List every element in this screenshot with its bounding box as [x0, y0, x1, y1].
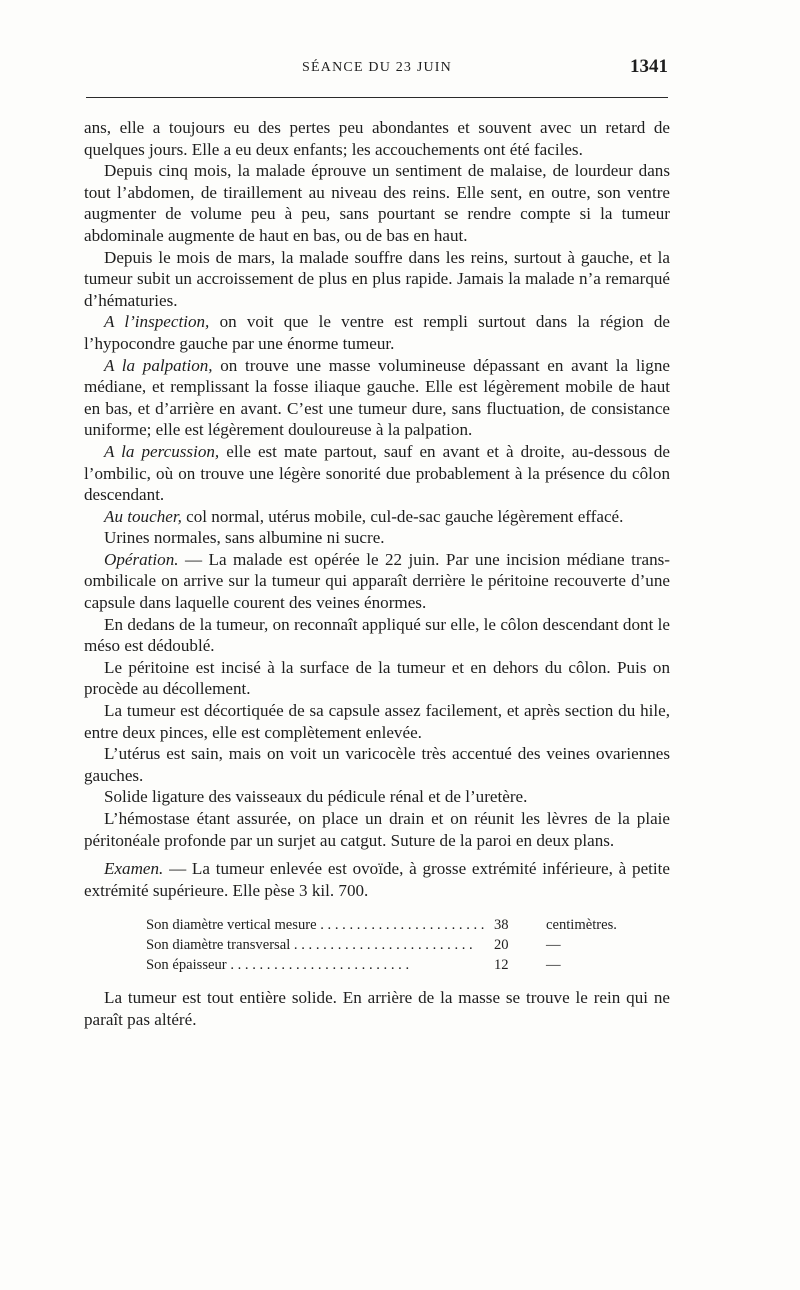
- paragraph: A la palpation, on trouve une masse volumineuse dépassant en avant la ligne médiane, et remplissant la fosse iliaque gauche. Elle est légèrement mobile de haut en bas, et d’arrière en avant. C’est une tumeur dure, sans fluctuation, de consistance uniforme; elle est légèrement douloureuse à la palpation.: [84, 355, 670, 440]
- body-text: [84, 117, 670, 1031]
- header-rule: [86, 97, 668, 98]
- running-head: SÉANCE DU 23 JUIN: [302, 60, 452, 75]
- section-lead: A la percussion,: [104, 441, 220, 461]
- dimensions-table: [146, 915, 670, 975]
- section-lead: A la palpation,: [104, 355, 213, 375]
- paragraph: Urines normales, sans albumine ni sucre.: [104, 528, 385, 548]
- paragraph: La tumeur est décortiquée de sa capsule assez facilement, et après section du hile, entre deux pinces, elle est complètement enlevée.: [84, 701, 670, 742]
- dimension-row: [146, 935, 670, 955]
- paragraph: La tumeur est tout entière solide. En arrière de la masse se trouve le rein qui ne paraît pas altéré.: [84, 988, 670, 1029]
- paragraph: Depuis le mois de mars, la malade souffre dans les reins, surtout à gauche, et la tumeur subit un accroissement de plus en plus rapide. Jamais la malade n’a remarqué d’hématuries.: [84, 247, 670, 310]
- paragraph: ans, elle a toujours eu des pertes peu abondantes et souvent avec un retard de quelques jours. Elle a eu deux enfants; les accouchements ont été faciles.: [84, 118, 670, 159]
- paragraph: Depuis cinq mois, la malade éprouve un sentiment de malaise, de lourdeur dans tout l’abdomen, de tiraillement au niveau des reins. Elle sent, en outre, son ventre augmenter de volume peu à peu, sans pourtant se rendre compte si la tumeur abdominale augmente de haut en bas, ou de bas en haut.: [84, 161, 670, 245]
- dimension-unit: centimètres.: [546, 917, 617, 934]
- dimension-label: Son épaisseur . . .: [146, 955, 486, 975]
- paragraph: Solide ligature des vaisseaux du pédicule rénal et de l’uretère.: [104, 787, 528, 807]
- section-lead: Examen.: [104, 859, 164, 879]
- dimension-row: [146, 955, 670, 975]
- page-number: 1341: [630, 56, 668, 77]
- paragraph: L’hémostase étant assurée, on place un drain et on réunit les lèvres de la plaie péritonéale profonde par un surjet au catgut. Suture de la paroi en deux plans.: [84, 809, 670, 850]
- dimension-unit: —: [546, 957, 561, 974]
- section-lead: A l’inspection,: [104, 312, 210, 332]
- section-lead: Opération.: [104, 549, 179, 569]
- dimension-value: 20: [494, 937, 509, 954]
- paragraph: Opération. — La malade est opérée le 22 juin. Par une incision médiane trans-ombilicale on arrive sur la tumeur qui apparaît derrière le péritoine recouverte d’une capsule dans laquelle courent des veines énormes.: [84, 549, 670, 613]
- dimension-row: [146, 915, 670, 935]
- paragraph: A la percussion, elle est mate partout, sauf en avant et à droite, au-dessous de l’ombilic, où on trouve une légère sonorité due probablement à la présence du côlon descendant.: [84, 441, 670, 505]
- section-lead: Au toucher,: [104, 506, 182, 526]
- paragraph: En dedans de la tumeur, on reconnaît appliqué sur elle, le côlon descendant dont le méso est dédoublé.: [84, 614, 670, 656]
- page-header: [86, 56, 668, 84]
- dimension-label: Son diamètre transversal . . .: [146, 935, 486, 955]
- paragraph: Examen. — La tumeur enlevée est ovoïde, à grosse extrémité inférieure, à petite extrémité supérieure. Elle pèse 3 kil. 700.: [84, 859, 670, 900]
- paragraph: Le péritoine est incisé à la surface de la tumeur et en dehors du côlon. Puis on procède au décollement.: [84, 657, 670, 699]
- paragraph: A l’inspection, on voit que le ventre est rempli surtout dans la région de l’hypocondre gauche par une énorme tumeur.: [84, 312, 670, 353]
- dimension-value: 12: [494, 957, 509, 974]
- paragraph: L’utérus est sain, mais on voit un varicocèle très accentué des veines ovariennes gauches.: [84, 744, 670, 785]
- dimension-unit: —: [546, 937, 561, 954]
- dimension-label: Son diamètre vertical mesure . . .: [146, 915, 486, 935]
- paragraph: Au toucher, col normal, utérus mobile, cul-de-sac gauche légèrement effacé.: [104, 506, 624, 526]
- dimension-value: 38: [494, 917, 509, 934]
